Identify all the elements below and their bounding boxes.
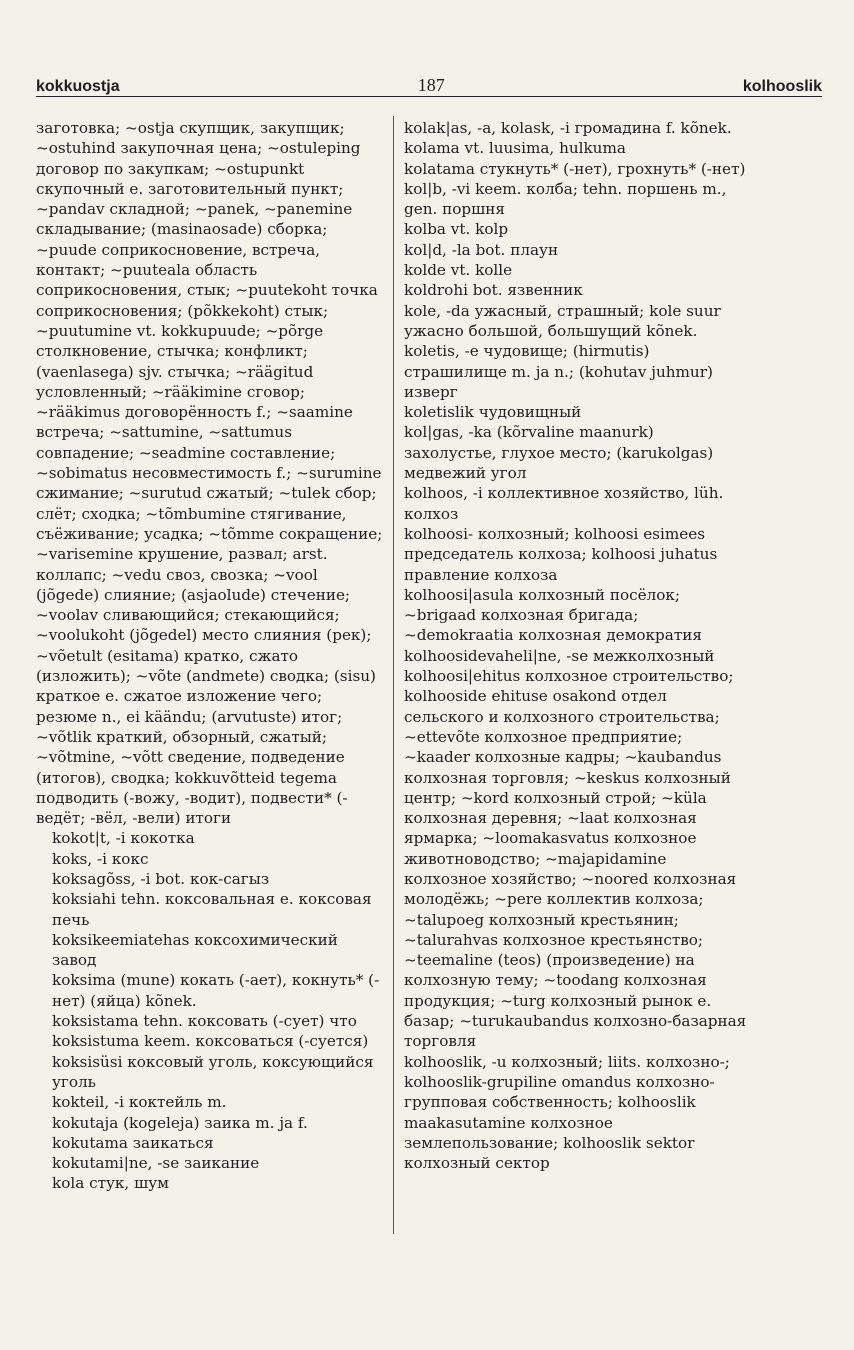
dictionary-entry: kolak|as, -a, kolask, -i громадина f. kõnek. (404, 119, 732, 137)
dictionary-entry: koksikeemiatehas коксохимический завод (52, 930, 338, 970)
dictionary-entry: koldrohi bot. язвенник (404, 281, 583, 300)
dictionary-entry: koksagõss, -i bot. кок-сагыз (52, 869, 270, 888)
dictionary-entry: kokutama заикаться (52, 1133, 214, 1152)
dictionary-entry: kol|b, -vi keem. колба; tehn. поршень m., gen. поршня (404, 179, 727, 219)
dictionary-entry: kokot|t, -i кокотка (52, 829, 195, 848)
dictionary-entry: kokutaja (kogeleja) заика m. ja f. (52, 1113, 308, 1132)
dictionary-entry: kolama vt. luusima, hulkuma (404, 139, 626, 158)
dictionary-entry: koksistuma keem. коксоваться (-суется) (52, 1032, 369, 1051)
dictionary-entry: koksisüsi коксовый уголь, коксующийся уголь (52, 1052, 374, 1091)
dictionary-entry: заготовка; ~ostja скупщик, закупщик; ~ostuhind закупочная цена; ~ostuleping договор по закупкам; ~ostupunkt скупочный е. заготовительный пункт; ~pandav складной; ~panek, ~panemine складывание; (masinaosade) сборка; ~puude соприкосновение, встреча, контакт; ~puuteala область соприкосновения, стык; ~puutekoht точка соприкосновения; (põkkekoht) стык; ~puutumine vt. kokkupuude; ~põrge столкновение, стычка; конфликт; (vaenlasega) sjv. стычка; ~räägitud условленный; ~rääkimine сговор; ~rääkimus договорённость f.; ~saamine встреча; ~sattumine, ~sattumus совпадение; ~seadmine составление; ~sobimatus несовместимость f.; ~surumine сжимание; ~surutud сжатый; ~tulek сбор; слёт; сходка; ~tõmbumine стягивание, съёживание; усадка; ~tõmme сокращение; ~varisemine крушение, развал; arst. коллапс; ~vedu своз, свозка; ~vool (jõgede) слияние; (asjaolude) стечение; ~voolav сливающийся; стекающийся; ~voolukoht (jõgedel) место слияния (рек); ~võetult (esitama) кратко, сжато (изложить); ~võte (andmete) сводка; (sisu) краткое е. сжатое изложение чего; резюме n., ei käändu; (arvutuste) итог; ~võtlik краткий, обзорный, сжатый; ~võtmine, ~võtt сведение, подведение (итогов), сводка; kokkuvõtteid tegema подводить (-вожу, -водит), подвести* (-ведёт; -вёл, -вели) итоги (36, 119, 383, 828)
page-number: 187 (417, 75, 445, 95)
dictionary-entry: kole, -da ужасный, страшный; kole suur ужасно большой, большущий kõnek. (404, 301, 721, 340)
dictionary-entry: kokutami|ne, -se заикание (52, 1154, 260, 1173)
page-header (36, 68, 822, 97)
left-column (36, 118, 384, 1194)
dictionary-entry: kol|gas, -ka (kõrvaline maanurk) захолустье, глухое место; (karukolgas) медвежий угол (404, 423, 714, 483)
header-left-guide-word: kokkuostja (36, 78, 120, 95)
right-column (404, 118, 748, 1173)
dictionary-entry: kol|d, -la bot. плаун (404, 240, 559, 259)
dictionary-entry: kolhoos, -i коллективное хозяйство, lüh. колхоз (404, 484, 724, 523)
dictionary-entry: kolatama стукнуть* (-нет), грохнуть* (-нет) (404, 159, 746, 178)
dictionary-entry: kolhoosi|asula колхозный посёлок; ~brigaad колхозная бригада; ~demokraatia колхозная демократия (404, 585, 702, 645)
dictionary-entry: kolba vt. kolp (404, 220, 509, 239)
dictionary-entry: koksiahi tehn. коксовальная е. коксовая печь (52, 890, 372, 929)
column-divider (393, 116, 394, 1234)
header-right-guide-word: kolhooslik (742, 78, 822, 95)
dictionary-entry: koksistama tehn. коксовать (-сует) что (52, 1012, 357, 1031)
dictionary-entry: kolhoosi- колхозный; kolhoosi esimees председатель колхоза; kolhoosi juhatus правление колхоза (404, 524, 718, 584)
dictionary-entry: kokteil, -i коктейль m. (52, 1093, 227, 1112)
dictionary-entry: kolde vt. kolle (404, 261, 513, 280)
dictionary-entry: koksima (mune) кокать (-ает), кокнуть* (-нет) (яйца) kõnek. (52, 971, 380, 1010)
dictionary-entry: kolhoosi|ehitus колхозное строительство; kolhooside ehituse osakond отдел сельского и колхозного строительства; ~ettevõte колхозное предприятие; ~kaader колхозные кадры; ~kaubandus колхозная торговля; ~keskus колхозный центр; ~kord колхозный строй; ~küla колхозная деревня; ~laat колхозная ярмарка; ~loomakasvatus колхозное животноводство; ~majapidamine колхозное хозяйство; ~noored колхозная молодёжь; ~pere коллектив колхоза; ~talupoeg колхозный крестьянин; ~talurahvas колхозное крестьянство; ~teemaline (teos) (произведение) на колхозную тему; ~toodang колхозная продукция; ~turg колхозный рынок е. базар; ~turukaubandus колхозно-базарная торговля (404, 667, 747, 1051)
dictionary-entry: koletislik чудовищный (404, 403, 582, 422)
dictionary-entry: kola стук, шум (52, 1174, 169, 1193)
dictionary-entry: koks, -i кокс (52, 849, 149, 868)
dictionary-entry: kolhooslik, -u колхозный; liits. колхозно-; kolhooslik-grupiline omandus колхозно-групповая собственность; kolhooslik maakasutamine колхозное землепользование; kolhooslik sektor колхозный сектор (404, 1052, 730, 1173)
dictionary-entry: kolhoosidevaheli|ne, -se межколхозный (404, 646, 715, 665)
dictionary-entry: koletis, -e чудовище; (hirmutis) страшилище m. ja n.; (kohutav juhmur) изверг (404, 342, 713, 401)
